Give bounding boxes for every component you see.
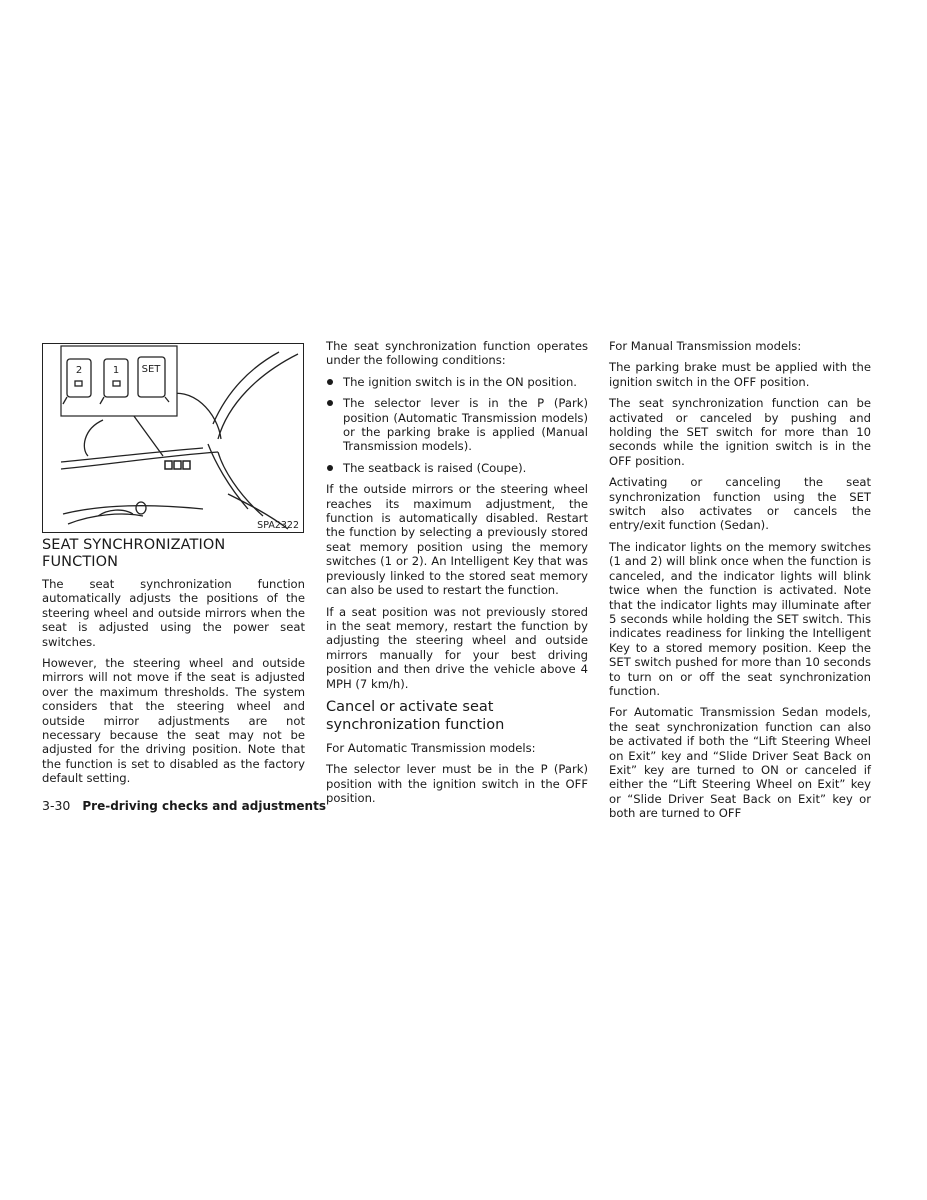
section-heading: SEAT SYNCHRONIZATION FUNCTION [42, 537, 226, 570]
section-title: Pre-driving checks and adjustments [82, 799, 326, 813]
page-footer [42, 798, 326, 813]
switch-label-set: SET [141, 364, 161, 375]
list-item-text: The selector lever is in the P (Park) position (Automatic Transmission models) or the parking brake is applied (Manual Transmission models). [343, 396, 588, 454]
page-number: 3-30 [42, 798, 71, 813]
paragraph: The seat synchronization function automatically adjusts the positions of the steering wheel and outside mirrors when the seat is adjusted using the power seat switches. [42, 577, 305, 649]
paragraph: For Automatic Transmission models: [326, 740, 536, 755]
list-item [326, 396, 588, 454]
column-1 [42, 537, 305, 793]
list-item [326, 375, 588, 389]
paragraph: Activating or canceling the seat synchronization function using the SET switch also activates or cancels the entry/exit function (Sedan). [609, 475, 871, 533]
paragraph: For Manual Transmission models: [609, 339, 802, 353]
conditions-list [326, 375, 588, 475]
column-3 [609, 339, 871, 828]
figure-code: SPA2322 [257, 520, 299, 531]
switch-label-1: 1 [112, 365, 120, 376]
paragraph: However, the steering wheel and outside mirrors will not move if the seat is adjusted over the maximum thresholds. The system considers that the steering wheel and outside mirror adjustments are not necessary because the seat may not be adjusted for the driving position. Note that the function is set to disabled as the factory default setting. [42, 656, 305, 786]
paragraph: For Automatic Transmission Sedan models, the seat synchronization function can also be activated if both the “Lift Steering Wheel on Exit” key and “Slide Driver Seat Back on Exit” key are turned to ON or canceled if either the “Lift Steering Wheel on Exit” key or “Slide Driver Seat Back on Exit” key or both are turned to OFF [609, 705, 871, 821]
paragraph: If the outside mirrors or the steering wheel reaches its maximum adjustment, the function is automatically disabled. Restart the function by selecting a previously stored seat memory position using the memory switches (1 or 2). An Intelligent Key that was previously linked to the stored seat memory can also be used to restart the function. [326, 482, 588, 598]
illustration-memory-switches [42, 343, 304, 533]
bullet-icon [327, 400, 333, 406]
paragraph: If a seat position was not previously stored in the seat memory, restart the function by adjusting the steering wheel and outside mirrors manually for your best driving position and then drive the vehicle above 4 MPH (7 km/h). [326, 604, 588, 691]
paragraph: The indicator lights on the memory switches (1 and 2) will blink once when the function is canceled, and the indicator lights will blink twice when the function is activated. Note that the indicator lights may illuminate after 5 seconds while holding the SET switch. This indicates readiness for linking the Intelligent Key to a stored memory position. Keep the SET switch pushed for more than 10 seconds to turn on or off the seat synchronization function. [609, 539, 871, 698]
paragraph: The seat synchronization function operates under the following conditions: [326, 339, 588, 368]
list-item-text: The seatback is raised (Coupe). [343, 460, 527, 475]
paragraph: The seat synchronization function can be activated or canceled by pushing and holding the SET switch for more than 10 seconds while the ignition switch is in the OFF position. [609, 396, 871, 468]
column-2 [326, 339, 588, 813]
paragraph: The parking brake must be applied with the ignition switch in the OFF position. [609, 360, 871, 389]
door-panel-drawing [43, 344, 303, 532]
list-item [326, 461, 588, 475]
bullet-icon [327, 379, 333, 385]
list-item-text: The ignition switch is in the ON position. [343, 374, 577, 389]
subsection-heading: Cancel or activate seat synchronization function [326, 698, 505, 733]
bullet-icon [327, 465, 333, 471]
paragraph: The selector lever must be in the P (Park) position with the ignition switch in the OFF position. [326, 762, 588, 806]
switch-label-2: 2 [75, 365, 83, 376]
